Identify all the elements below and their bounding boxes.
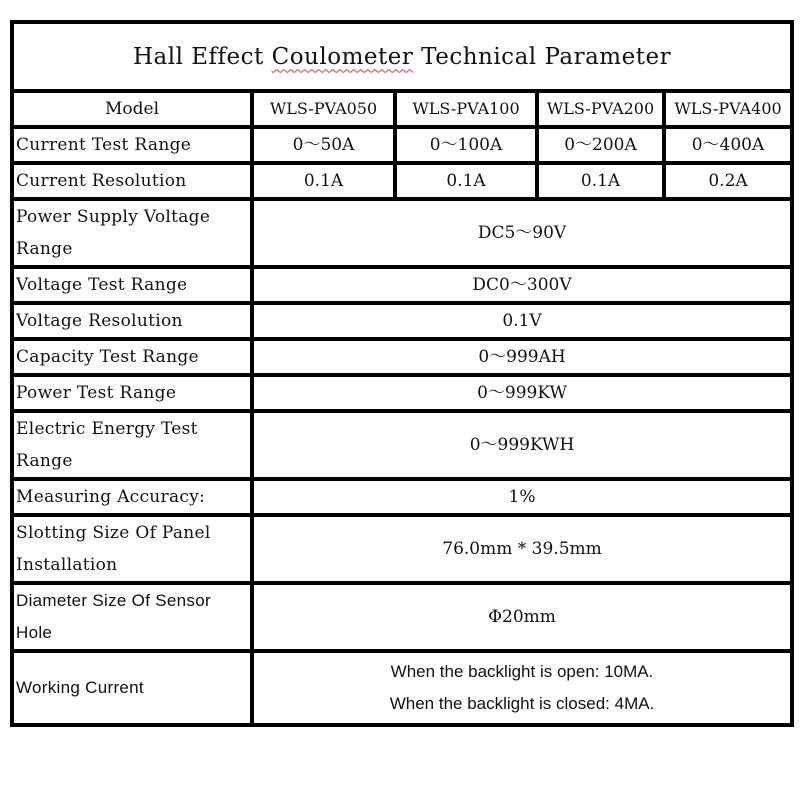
sensor-hole-diameter-value: Φ20mm xyxy=(252,583,792,651)
current-resolution-value-2: 0.1A xyxy=(395,163,537,199)
working-current-value xyxy=(252,651,792,725)
row-label-electric-energy-test-range: Electric Energy Test Range xyxy=(12,411,252,479)
table-row xyxy=(12,163,792,199)
current-test-range-value-3: 0～200A xyxy=(537,127,664,163)
model-header-row xyxy=(12,91,792,127)
power-supply-voltage-range-value: DC5～90V xyxy=(252,199,792,267)
capacity-test-range-value: 0～999AH xyxy=(252,339,792,375)
table-row xyxy=(12,267,792,303)
row-label-slotting-size: Slotting Size Of Panel Installation xyxy=(12,515,252,583)
row-label-sensor-hole-diameter: Diameter Size Of Sensor Hole xyxy=(12,583,252,651)
table-row xyxy=(12,583,792,651)
table-row xyxy=(12,375,792,411)
row-label-current-resolution: Current Resolution xyxy=(12,163,252,199)
current-test-range-value-1: 0～50A xyxy=(252,127,395,163)
title-row xyxy=(12,22,792,91)
row-label-power-supply-voltage-range: Power Supply Voltage Range xyxy=(12,199,252,267)
model-col-1: WLS-PVA050 xyxy=(252,91,395,127)
table-title xyxy=(12,22,792,91)
table-row xyxy=(12,515,792,583)
current-resolution-value-1: 0.1A xyxy=(252,163,395,199)
row-label-voltage-resolution: Voltage Resolution xyxy=(12,303,252,339)
working-current-backlight-open: When the backlight is open: 10MA. xyxy=(390,662,654,681)
title-prefix: Hall Effect xyxy=(132,43,272,70)
row-label-measuring-accuracy: Measuring Accuracy: xyxy=(12,479,252,515)
model-label: Model xyxy=(12,91,252,127)
current-test-range-value-2: 0～100A xyxy=(395,127,537,163)
voltage-test-range-value: DC0～300V xyxy=(252,267,792,303)
technical-parameter-sheet xyxy=(10,20,790,787)
model-col-3: WLS-PVA200 xyxy=(537,91,664,127)
row-label-capacity-test-range: Capacity Test Range xyxy=(12,339,252,375)
slotting-size-value: 76.0mm * 39.5mm xyxy=(252,515,792,583)
current-resolution-value-4: 0.2A xyxy=(664,163,792,199)
model-col-4: WLS-PVA400 xyxy=(664,91,792,127)
table-row xyxy=(12,651,792,725)
table-row xyxy=(12,479,792,515)
measuring-accuracy-value: 1% xyxy=(252,479,792,515)
table-row xyxy=(12,127,792,163)
table-row xyxy=(12,303,792,339)
power-test-range-value: 0～999KW xyxy=(252,375,792,411)
title-spellcheck-word: Coulometer xyxy=(271,43,414,70)
model-col-2: WLS-PVA100 xyxy=(395,91,537,127)
current-test-range-value-4: 0～400A xyxy=(664,127,792,163)
row-label-current-test-range: Current Test Range xyxy=(12,127,252,163)
parameter-table xyxy=(10,20,794,727)
table-row xyxy=(12,411,792,479)
electric-energy-test-range-value: 0～999KWH xyxy=(252,411,792,479)
row-label-working-current: Working Current xyxy=(12,651,252,725)
table-row xyxy=(12,339,792,375)
voltage-resolution-value: 0.1V xyxy=(252,303,792,339)
current-resolution-value-3: 0.1A xyxy=(537,163,664,199)
table-row xyxy=(12,199,792,267)
working-current-backlight-closed: When the backlight is closed: 4MA. xyxy=(389,694,655,713)
row-label-voltage-test-range: Voltage Test Range xyxy=(12,267,252,303)
row-label-power-test-range: Power Test Range xyxy=(12,375,252,411)
title-suffix: Technical Parameter xyxy=(413,43,672,70)
